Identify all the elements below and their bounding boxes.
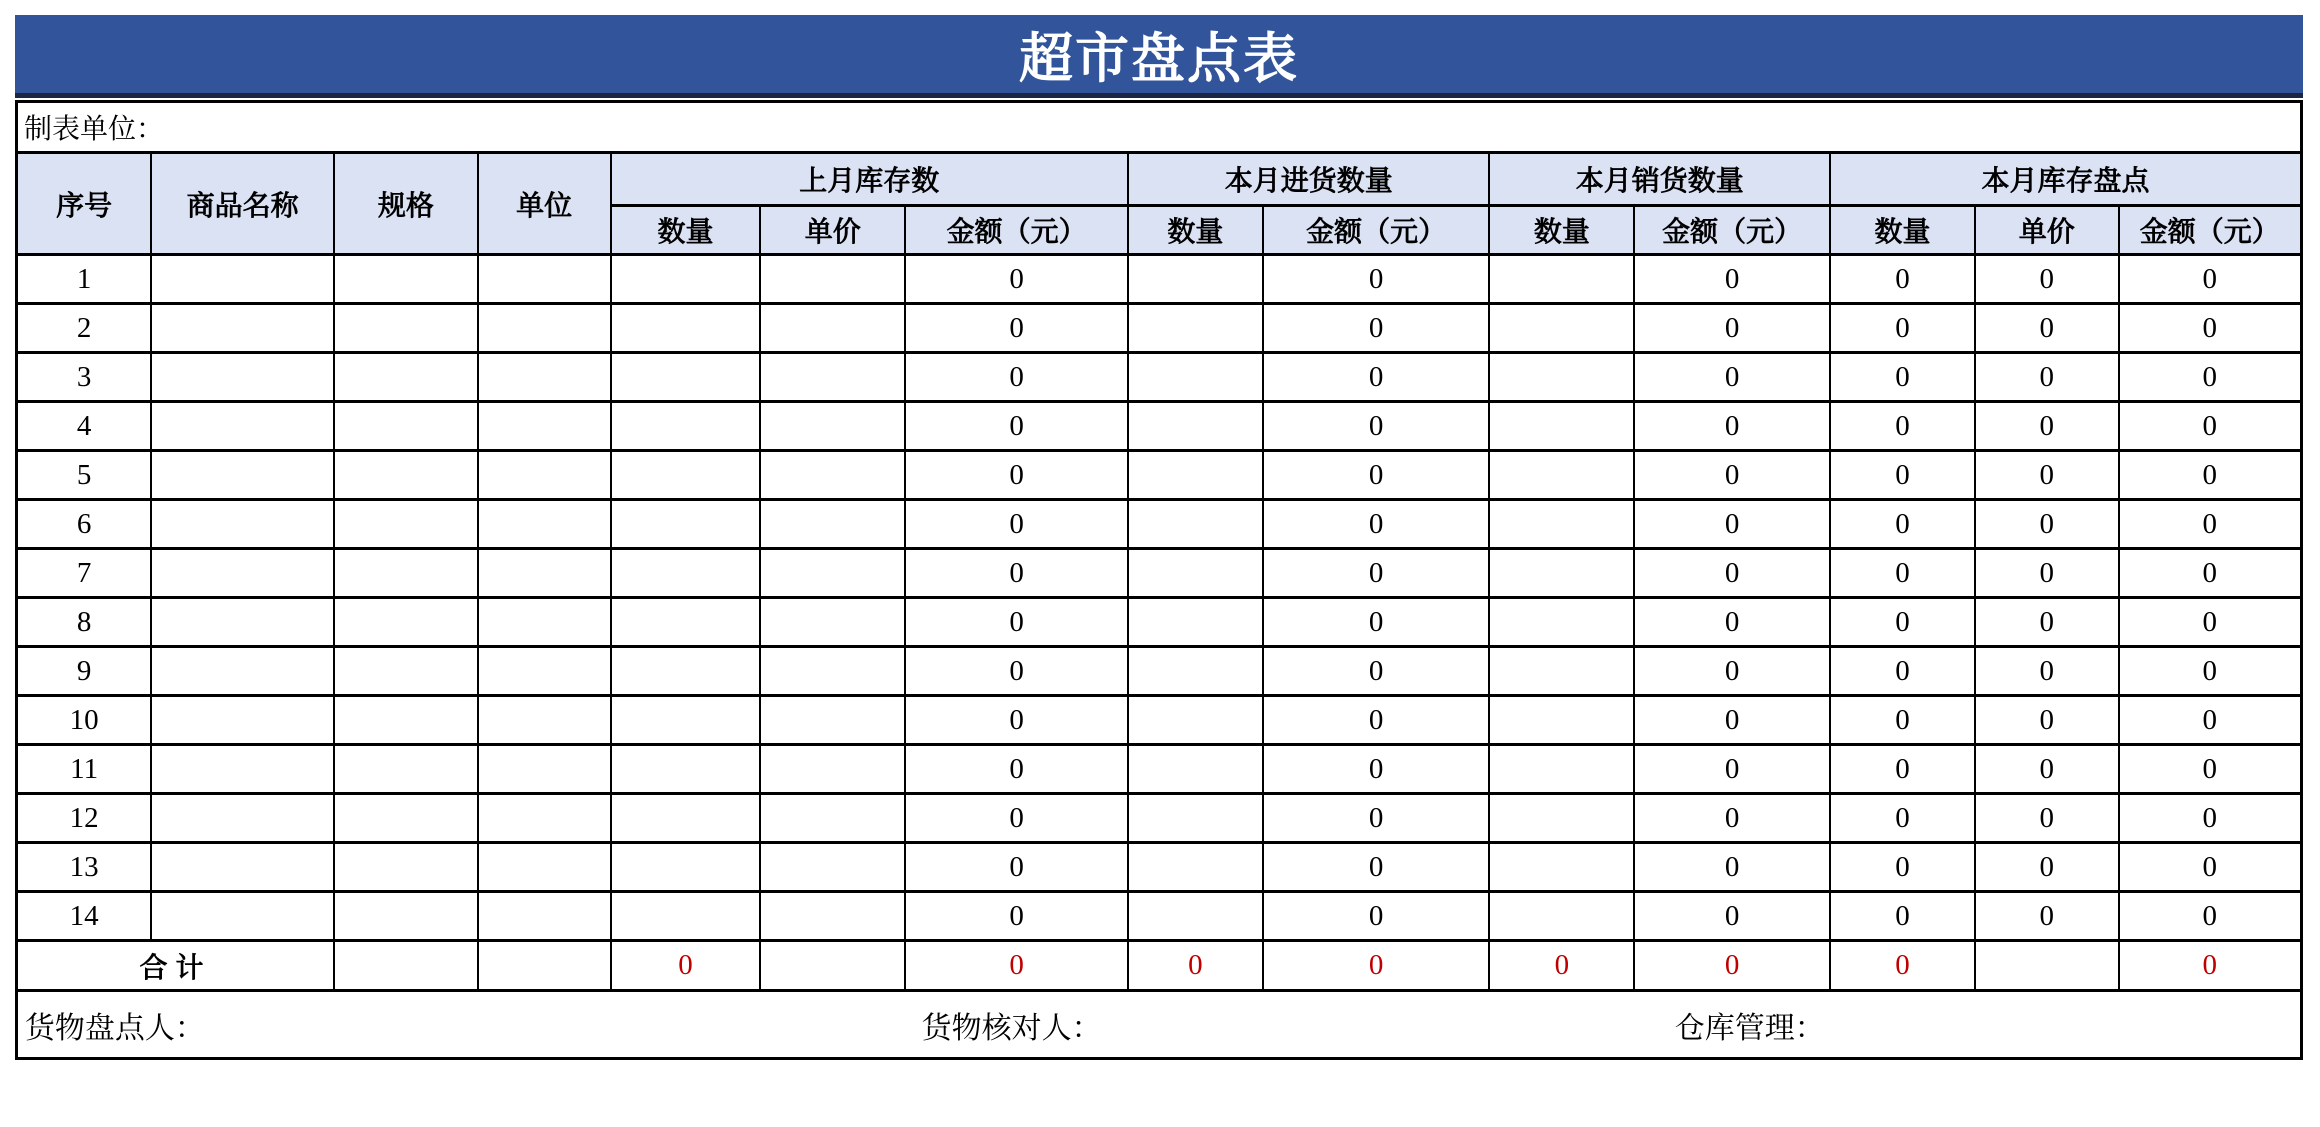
cell-r1-c11[interactable]: 0 xyxy=(1634,255,1830,304)
header-group-row xyxy=(17,153,2302,206)
cell-r11-c4[interactable] xyxy=(478,745,611,794)
cell-r11-c14[interactable]: 0 xyxy=(2119,745,2302,794)
cell-r5-c3[interactable] xyxy=(334,451,478,500)
cell-r14-c2[interactable] xyxy=(151,892,334,941)
cell-r1-c7[interactable]: 0 xyxy=(905,255,1128,304)
cell-r1-c13[interactable]: 0 xyxy=(1975,255,2119,304)
cell-r6-c9[interactable]: 0 xyxy=(1263,500,1490,549)
cell-r13-c5[interactable] xyxy=(611,843,761,892)
cell-r8-c7[interactable]: 0 xyxy=(905,598,1128,647)
cell-r8-c5[interactable] xyxy=(611,598,761,647)
cell-r1-c6[interactable] xyxy=(760,255,905,304)
cell-r2-c9[interactable]: 0 xyxy=(1263,304,1490,353)
cell-r6-c3[interactable] xyxy=(334,500,478,549)
cell-r10-c1[interactable]: 10 xyxy=(17,696,152,745)
cell-r13-c10[interactable] xyxy=(1489,843,1634,892)
col-group-purchase: 本月进货数量 xyxy=(1128,153,1489,206)
cell-r9-c12[interactable]: 0 xyxy=(1830,647,1975,696)
cell-r7-c5[interactable] xyxy=(611,549,761,598)
total-cell-c12[interactable]: 0 xyxy=(1830,941,1975,991)
cell-r14-c8[interactable] xyxy=(1128,892,1263,941)
cell-r3-c10[interactable] xyxy=(1489,353,1634,402)
title-bar xyxy=(15,15,2303,98)
cell-r12-c2[interactable] xyxy=(151,794,334,843)
cell-r1-c3[interactable] xyxy=(334,255,478,304)
col-group-product-name: 商品名称 xyxy=(151,153,334,255)
checker-label: 货物核对人： xyxy=(921,1011,1102,1045)
cell-r6-c10[interactable] xyxy=(1489,500,1634,549)
cell-r9-c6[interactable] xyxy=(760,647,905,696)
cell-r11-c1[interactable]: 11 xyxy=(17,745,152,794)
cell-r8-c1[interactable]: 8 xyxy=(17,598,152,647)
cell-r13-c11[interactable]: 0 xyxy=(1634,843,1830,892)
cell-r8-c12[interactable]: 0 xyxy=(1830,598,1975,647)
cell-r5-c2[interactable] xyxy=(151,451,334,500)
total-cell-c13[interactable] xyxy=(1975,941,2119,991)
cell-r9-c13[interactable]: 0 xyxy=(1975,647,2119,696)
cell-r8-c13[interactable]: 0 xyxy=(1975,598,2119,647)
cell-r13-c6[interactable] xyxy=(760,843,905,892)
cell-r9-c7[interactable]: 0 xyxy=(905,647,1128,696)
cell-r4-c9[interactable]: 0 xyxy=(1263,402,1490,451)
cell-r14-c13[interactable]: 0 xyxy=(1975,892,2119,941)
cell-r5-c12[interactable]: 0 xyxy=(1830,451,1975,500)
cell-r3-c4[interactable] xyxy=(478,353,611,402)
total-row xyxy=(17,941,2302,991)
cell-r6-c8[interactable] xyxy=(1128,500,1263,549)
total-cell-c9[interactable]: 0 xyxy=(1263,941,1490,991)
cell-r10-c14[interactable]: 0 xyxy=(2119,696,2302,745)
cell-r9-c3[interactable] xyxy=(334,647,478,696)
col-group-unit: 单位 xyxy=(478,153,611,255)
table-row xyxy=(17,696,2302,745)
cell-r9-c1[interactable]: 9 xyxy=(17,647,152,696)
cell-r13-c2[interactable] xyxy=(151,843,334,892)
cell-r7-c6[interactable] xyxy=(760,549,905,598)
cell-r3-c14[interactable]: 0 xyxy=(2119,353,2302,402)
cell-r1-c1[interactable]: 1 xyxy=(17,255,152,304)
col-last-month-stock-sub-2: 金额（元） xyxy=(905,206,1128,255)
cell-r1-c4[interactable] xyxy=(478,255,611,304)
cell-r14-c3[interactable] xyxy=(334,892,478,941)
cell-r4-c7[interactable]: 0 xyxy=(905,402,1128,451)
table-row xyxy=(17,353,2302,402)
cell-r11-c7[interactable]: 0 xyxy=(905,745,1128,794)
cell-r2-c7[interactable]: 0 xyxy=(905,304,1128,353)
cell-r11-c10[interactable] xyxy=(1489,745,1634,794)
cell-r2-c2[interactable] xyxy=(151,304,334,353)
cell-r1-c12[interactable]: 0 xyxy=(1830,255,1975,304)
cell-r10-c3[interactable] xyxy=(334,696,478,745)
cell-r4-c8[interactable] xyxy=(1128,402,1263,451)
cell-r12-c4[interactable] xyxy=(478,794,611,843)
cell-r11-c12[interactable]: 0 xyxy=(1830,745,1975,794)
cell-r2-c3[interactable] xyxy=(334,304,478,353)
prepared-by-row xyxy=(17,102,2302,153)
cell-r7-c3[interactable] xyxy=(334,549,478,598)
cell-r2-c14[interactable]: 0 xyxy=(2119,304,2302,353)
cell-r12-c12[interactable]: 0 xyxy=(1830,794,1975,843)
cell-r3-c3[interactable] xyxy=(334,353,478,402)
cell-r6-c5[interactable] xyxy=(611,500,761,549)
cell-r10-c5[interactable] xyxy=(611,696,761,745)
cell-r3-c13[interactable]: 0 xyxy=(1975,353,2119,402)
cell-r8-c8[interactable] xyxy=(1128,598,1263,647)
cell-r9-c9[interactable]: 0 xyxy=(1263,647,1490,696)
cell-r11-c2[interactable] xyxy=(151,745,334,794)
total-label-cell[interactable]: 合计 xyxy=(17,941,335,991)
cell-r13-c9[interactable]: 0 xyxy=(1263,843,1490,892)
cell-r12-c3[interactable] xyxy=(334,794,478,843)
cell-r12-c6[interactable] xyxy=(760,794,905,843)
col-current-stock-sub-1: 单价 xyxy=(1975,206,2119,255)
cell-r1-c2[interactable] xyxy=(151,255,334,304)
cell-r4-c6[interactable] xyxy=(760,402,905,451)
total-cell-c6[interactable] xyxy=(760,941,905,991)
cell-r2-c10[interactable] xyxy=(1489,304,1634,353)
cell-r1-c10[interactable] xyxy=(1489,255,1634,304)
total-cell-c5[interactable]: 0 xyxy=(611,941,761,991)
cell-r1-c9[interactable]: 0 xyxy=(1263,255,1490,304)
cell-r3-c12[interactable]: 0 xyxy=(1830,353,1975,402)
cell-r5-c8[interactable] xyxy=(1128,451,1263,500)
cell-r11-c13[interactable]: 0 xyxy=(1975,745,2119,794)
cell-r12-c5[interactable] xyxy=(611,794,761,843)
cell-r5-c6[interactable] xyxy=(760,451,905,500)
cell-r13-c12[interactable]: 0 xyxy=(1830,843,1975,892)
cell-r1-c14[interactable]: 0 xyxy=(2119,255,2302,304)
cell-r10-c8[interactable] xyxy=(1128,696,1263,745)
cell-r5-c7[interactable]: 0 xyxy=(905,451,1128,500)
cell-r12-c13[interactable]: 0 xyxy=(1975,794,2119,843)
cell-r2-c8[interactable] xyxy=(1128,304,1263,353)
cell-r7-c12[interactable]: 0 xyxy=(1830,549,1975,598)
cell-r2-c5[interactable] xyxy=(611,304,761,353)
cell-r10-c13[interactable]: 0 xyxy=(1975,696,2119,745)
cell-r5-c14[interactable]: 0 xyxy=(2119,451,2302,500)
cell-r12-c14[interactable]: 0 xyxy=(2119,794,2302,843)
cell-r5-c5[interactable] xyxy=(611,451,761,500)
cell-r13-c13[interactable]: 0 xyxy=(1975,843,2119,892)
cell-r10-c6[interactable] xyxy=(760,696,905,745)
col-last-month-stock-sub-0: 数量 xyxy=(611,206,761,255)
cell-r3-c11[interactable]: 0 xyxy=(1634,353,1830,402)
col-last-month-stock-sub-1: 单价 xyxy=(760,206,905,255)
cell-r6-c13[interactable]: 0 xyxy=(1975,500,2119,549)
cell-r6-c2[interactable] xyxy=(151,500,334,549)
cell-r3-c2[interactable] xyxy=(151,353,334,402)
cell-r9-c2[interactable] xyxy=(151,647,334,696)
cell-r11-c8[interactable] xyxy=(1128,745,1263,794)
table-row xyxy=(17,647,2302,696)
cell-r6-c11[interactable]: 0 xyxy=(1634,500,1830,549)
table-row xyxy=(17,255,2302,304)
cell-r8-c6[interactable] xyxy=(760,598,905,647)
cell-r5-c1[interactable]: 5 xyxy=(17,451,152,500)
cell-r10-c4[interactable] xyxy=(478,696,611,745)
cell-r3-c6[interactable] xyxy=(760,353,905,402)
col-purchase-sub-0: 数量 xyxy=(1128,206,1263,255)
table-row xyxy=(17,745,2302,794)
table-row xyxy=(17,304,2302,353)
cell-r6-c7[interactable]: 0 xyxy=(905,500,1128,549)
cell-r4-c13[interactable]: 0 xyxy=(1975,402,2119,451)
col-group-serial: 序号 xyxy=(17,153,152,255)
cell-r1-c5[interactable] xyxy=(611,255,761,304)
cell-r2-c6[interactable] xyxy=(760,304,905,353)
cell-r6-c6[interactable] xyxy=(760,500,905,549)
cell-r5-c10[interactable] xyxy=(1489,451,1634,500)
cell-r10-c9[interactable]: 0 xyxy=(1263,696,1490,745)
total-cell-c14[interactable]: 0 xyxy=(2119,941,2302,991)
cell-r3-c8[interactable] xyxy=(1128,353,1263,402)
col-purchase-sub-1: 金额（元） xyxy=(1263,206,1490,255)
page-title: 超市盘点表 xyxy=(1019,28,1299,89)
cell-r2-c12[interactable]: 0 xyxy=(1830,304,1975,353)
cell-r6-c4[interactable] xyxy=(478,500,611,549)
total-cell-c7[interactable]: 0 xyxy=(905,941,1128,991)
total-cell-c4[interactable] xyxy=(478,941,611,991)
total-cell-c10[interactable]: 0 xyxy=(1489,941,1634,991)
cell-r14-c9[interactable]: 0 xyxy=(1263,892,1490,941)
cell-r7-c11[interactable]: 0 xyxy=(1634,549,1830,598)
prepared-by-cell[interactable]: 制表单位： xyxy=(17,102,2302,153)
cell-r10-c11[interactable]: 0 xyxy=(1634,696,1830,745)
cell-r5-c13[interactable]: 0 xyxy=(1975,451,2119,500)
cell-r13-c7[interactable]: 0 xyxy=(905,843,1128,892)
cell-r13-c3[interactable] xyxy=(334,843,478,892)
cell-r4-c1[interactable]: 4 xyxy=(17,402,152,451)
cell-r10-c2[interactable] xyxy=(151,696,334,745)
cell-r7-c8[interactable] xyxy=(1128,549,1263,598)
cell-r13-c14[interactable]: 0 xyxy=(2119,843,2302,892)
col-current-stock-sub-2: 金额（元） xyxy=(2119,206,2302,255)
total-cell-c8[interactable]: 0 xyxy=(1128,941,1263,991)
cell-r3-c5[interactable] xyxy=(611,353,761,402)
cell-r11-c9[interactable]: 0 xyxy=(1263,745,1490,794)
cell-r3-c9[interactable]: 0 xyxy=(1263,353,1490,402)
cell-r14-c1[interactable]: 14 xyxy=(17,892,152,941)
total-cell-c11[interactable]: 0 xyxy=(1634,941,1830,991)
table-row xyxy=(17,451,2302,500)
cell-r14-c7[interactable]: 0 xyxy=(905,892,1128,941)
col-current-stock-sub-0: 数量 xyxy=(1830,206,1975,255)
cell-r14-c10[interactable] xyxy=(1489,892,1634,941)
cell-r3-c7[interactable]: 0 xyxy=(905,353,1128,402)
col-group-current-stock: 本月库存盘点 xyxy=(1830,153,2301,206)
cell-r8-c2[interactable] xyxy=(151,598,334,647)
table-row xyxy=(17,892,2302,941)
cell-r12-c9[interactable]: 0 xyxy=(1263,794,1490,843)
cell-r7-c2[interactable] xyxy=(151,549,334,598)
cell-r8-c10[interactable] xyxy=(1489,598,1634,647)
inventory-taker-label: 货物盘点人： xyxy=(24,1011,205,1045)
cell-r13-c4[interactable] xyxy=(478,843,611,892)
cell-r14-c11[interactable]: 0 xyxy=(1634,892,1830,941)
col-group-spec: 规格 xyxy=(334,153,478,255)
cell-r4-c4[interactable] xyxy=(478,402,611,451)
cell-r14-c5[interactable] xyxy=(611,892,761,941)
cell-r2-c11[interactable]: 0 xyxy=(1634,304,1830,353)
cell-r14-c12[interactable]: 0 xyxy=(1830,892,1975,941)
cell-r9-c10[interactable] xyxy=(1489,647,1634,696)
inventory-table xyxy=(15,100,2303,1060)
cell-r5-c9[interactable]: 0 xyxy=(1263,451,1490,500)
cell-r9-c4[interactable] xyxy=(478,647,611,696)
cell-r9-c14[interactable]: 0 xyxy=(2119,647,2302,696)
cell-r4-c3[interactable] xyxy=(334,402,478,451)
cell-r14-c6[interactable] xyxy=(760,892,905,941)
cell-r7-c14[interactable]: 0 xyxy=(2119,549,2302,598)
cell-r7-c9[interactable]: 0 xyxy=(1263,549,1490,598)
cell-r2-c4[interactable] xyxy=(478,304,611,353)
warehouse-manager-label: 仓库管理： xyxy=(1674,1011,1825,1045)
cell-r8-c14[interactable]: 0 xyxy=(2119,598,2302,647)
cell-r10-c12[interactable]: 0 xyxy=(1830,696,1975,745)
cell-r13-c8[interactable] xyxy=(1128,843,1263,892)
cell-r8-c9[interactable]: 0 xyxy=(1263,598,1490,647)
table-row xyxy=(17,843,2302,892)
cell-r12-c8[interactable] xyxy=(1128,794,1263,843)
cell-r13-c1[interactable]: 13 xyxy=(17,843,152,892)
cell-r6-c14[interactable]: 0 xyxy=(2119,500,2302,549)
cell-r4-c2[interactable] xyxy=(151,402,334,451)
cell-r9-c11[interactable]: 0 xyxy=(1634,647,1830,696)
cell-r8-c11[interactable]: 0 xyxy=(1634,598,1830,647)
cell-r6-c12[interactable]: 0 xyxy=(1830,500,1975,549)
cell-r4-c12[interactable]: 0 xyxy=(1830,402,1975,451)
cell-r5-c4[interactable] xyxy=(478,451,611,500)
cell-r10-c10[interactable] xyxy=(1489,696,1634,745)
cell-r11-c5[interactable] xyxy=(611,745,761,794)
cell-r2-c13[interactable]: 0 xyxy=(1975,304,2119,353)
cell-r3-c1[interactable]: 3 xyxy=(17,353,152,402)
cell-r9-c5[interactable] xyxy=(611,647,761,696)
cell-r6-c1[interactable]: 6 xyxy=(17,500,152,549)
table-row xyxy=(17,549,2302,598)
table-row xyxy=(17,598,2302,647)
total-cell-c3[interactable] xyxy=(334,941,478,991)
cell-r12-c1[interactable]: 12 xyxy=(17,794,152,843)
cell-r8-c3[interactable] xyxy=(334,598,478,647)
signature-cell[interactable] xyxy=(17,991,2302,1059)
col-sales-sub-0: 数量 xyxy=(1489,206,1634,255)
cell-r2-c1[interactable]: 2 xyxy=(17,304,152,353)
cell-r12-c10[interactable] xyxy=(1489,794,1634,843)
col-sales-sub-1: 金额（元） xyxy=(1634,206,1830,255)
table-row xyxy=(17,500,2302,549)
cell-r7-c7[interactable]: 0 xyxy=(905,549,1128,598)
cell-r4-c11[interactable]: 0 xyxy=(1634,402,1830,451)
cell-r1-c8[interactable] xyxy=(1128,255,1263,304)
cell-r11-c11[interactable]: 0 xyxy=(1634,745,1830,794)
table-row xyxy=(17,794,2302,843)
cell-r7-c4[interactable] xyxy=(478,549,611,598)
cell-r11-c3[interactable] xyxy=(334,745,478,794)
cell-r12-c7[interactable]: 0 xyxy=(905,794,1128,843)
cell-r8-c4[interactable] xyxy=(478,598,611,647)
cell-r4-c10[interactable] xyxy=(1489,402,1634,451)
col-group-last-month-stock: 上月库存数 xyxy=(611,153,1128,206)
col-group-sales: 本月销货数量 xyxy=(1489,153,1830,206)
cell-r4-c5[interactable] xyxy=(611,402,761,451)
signature-row xyxy=(17,991,2302,1059)
cell-r14-c14[interactable]: 0 xyxy=(2119,892,2302,941)
cell-r7-c10[interactable] xyxy=(1489,549,1634,598)
cell-r7-c13[interactable]: 0 xyxy=(1975,549,2119,598)
cell-r12-c11[interactable]: 0 xyxy=(1634,794,1830,843)
cell-r10-c7[interactable]: 0 xyxy=(905,696,1128,745)
cell-r9-c8[interactable] xyxy=(1128,647,1263,696)
cell-r5-c11[interactable]: 0 xyxy=(1634,451,1830,500)
cell-r7-c1[interactable]: 7 xyxy=(17,549,152,598)
table-row xyxy=(17,402,2302,451)
cell-r14-c4[interactable] xyxy=(478,892,611,941)
cell-r4-c14[interactable]: 0 xyxy=(2119,402,2302,451)
cell-r11-c6[interactable] xyxy=(760,745,905,794)
